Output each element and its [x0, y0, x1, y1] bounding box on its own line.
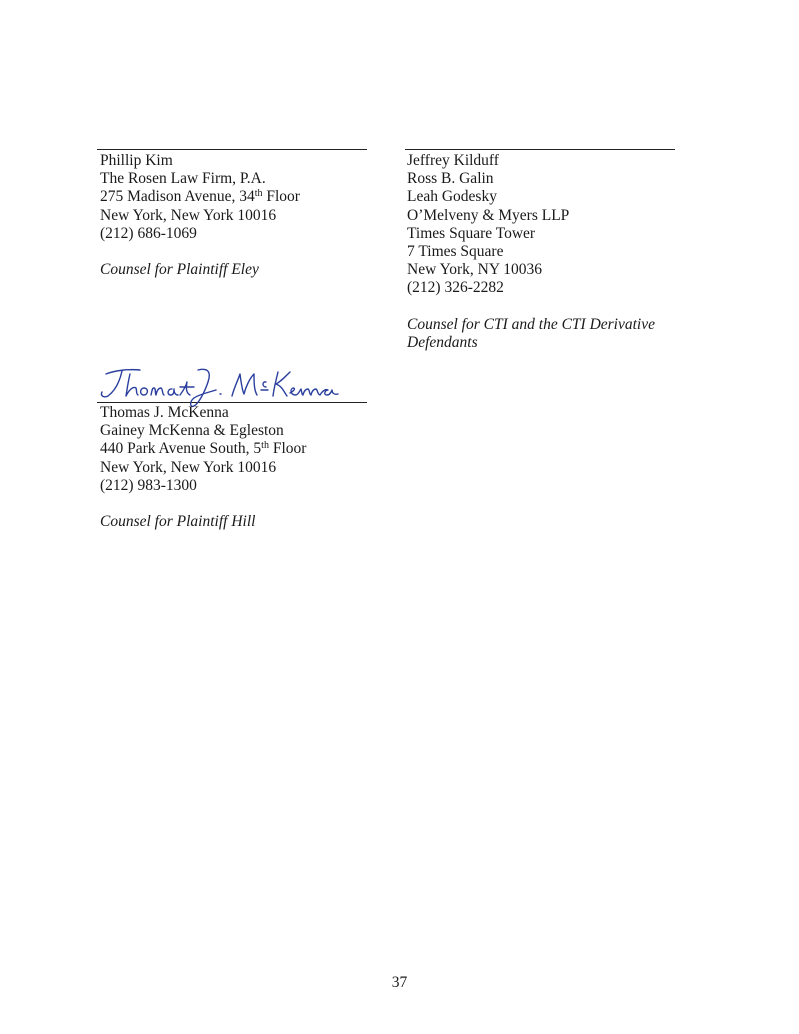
page-number: 37 [391, 974, 408, 991]
attorney-name: Jeffrey Kilduff [407, 152, 499, 169]
firm-phone: (212) 686-1069 [100, 224, 197, 242]
firm-address: 440 Park Avenue South, 5th Floor [100, 440, 307, 458]
attorney-name: Phillip Kim [100, 152, 173, 169]
signature-block-mckenna [100, 404, 306, 531]
counsel-designation: Counsel for CTI and the CTI Derivative [407, 315, 655, 333]
counsel-designation: Defendants [407, 333, 478, 351]
firm-name: The Rosen Law Firm, P.A. [100, 170, 266, 188]
firm-city: New York, NY 10036 [407, 261, 543, 279]
firm-city: New York, New York 10016 [100, 206, 277, 224]
signature-block-kilduff [407, 152, 655, 352]
firm-address: Times Square Tower [407, 224, 536, 242]
counsel-designation: Counsel for Plaintiff Hill [100, 513, 256, 531]
firm-phone: (212) 983-1300 [100, 476, 197, 494]
firm-name: Gainey McKenna & Egleston [100, 422, 284, 440]
attorney-name: Thomas J. McKenna [100, 404, 229, 421]
firm-name: O’Melveny & Myers LLP [407, 206, 570, 224]
attorney-name: Ross B. Galin [407, 170, 494, 188]
firm-city: New York, New York 10016 [100, 458, 277, 476]
firm-address: 275 Madison Avenue, 34th Floor [100, 188, 300, 206]
firm-address: 7 Times Square [407, 243, 504, 261]
signature-block-kim [100, 152, 300, 279]
signature-line-kilduff [405, 149, 675, 150]
signature-line-kim [97, 149, 367, 150]
counsel-designation: Counsel for Plaintiff Eley [100, 261, 259, 279]
attorney-name: Leah Godesky [407, 188, 497, 206]
firm-phone: (212) 326-2282 [407, 279, 504, 297]
